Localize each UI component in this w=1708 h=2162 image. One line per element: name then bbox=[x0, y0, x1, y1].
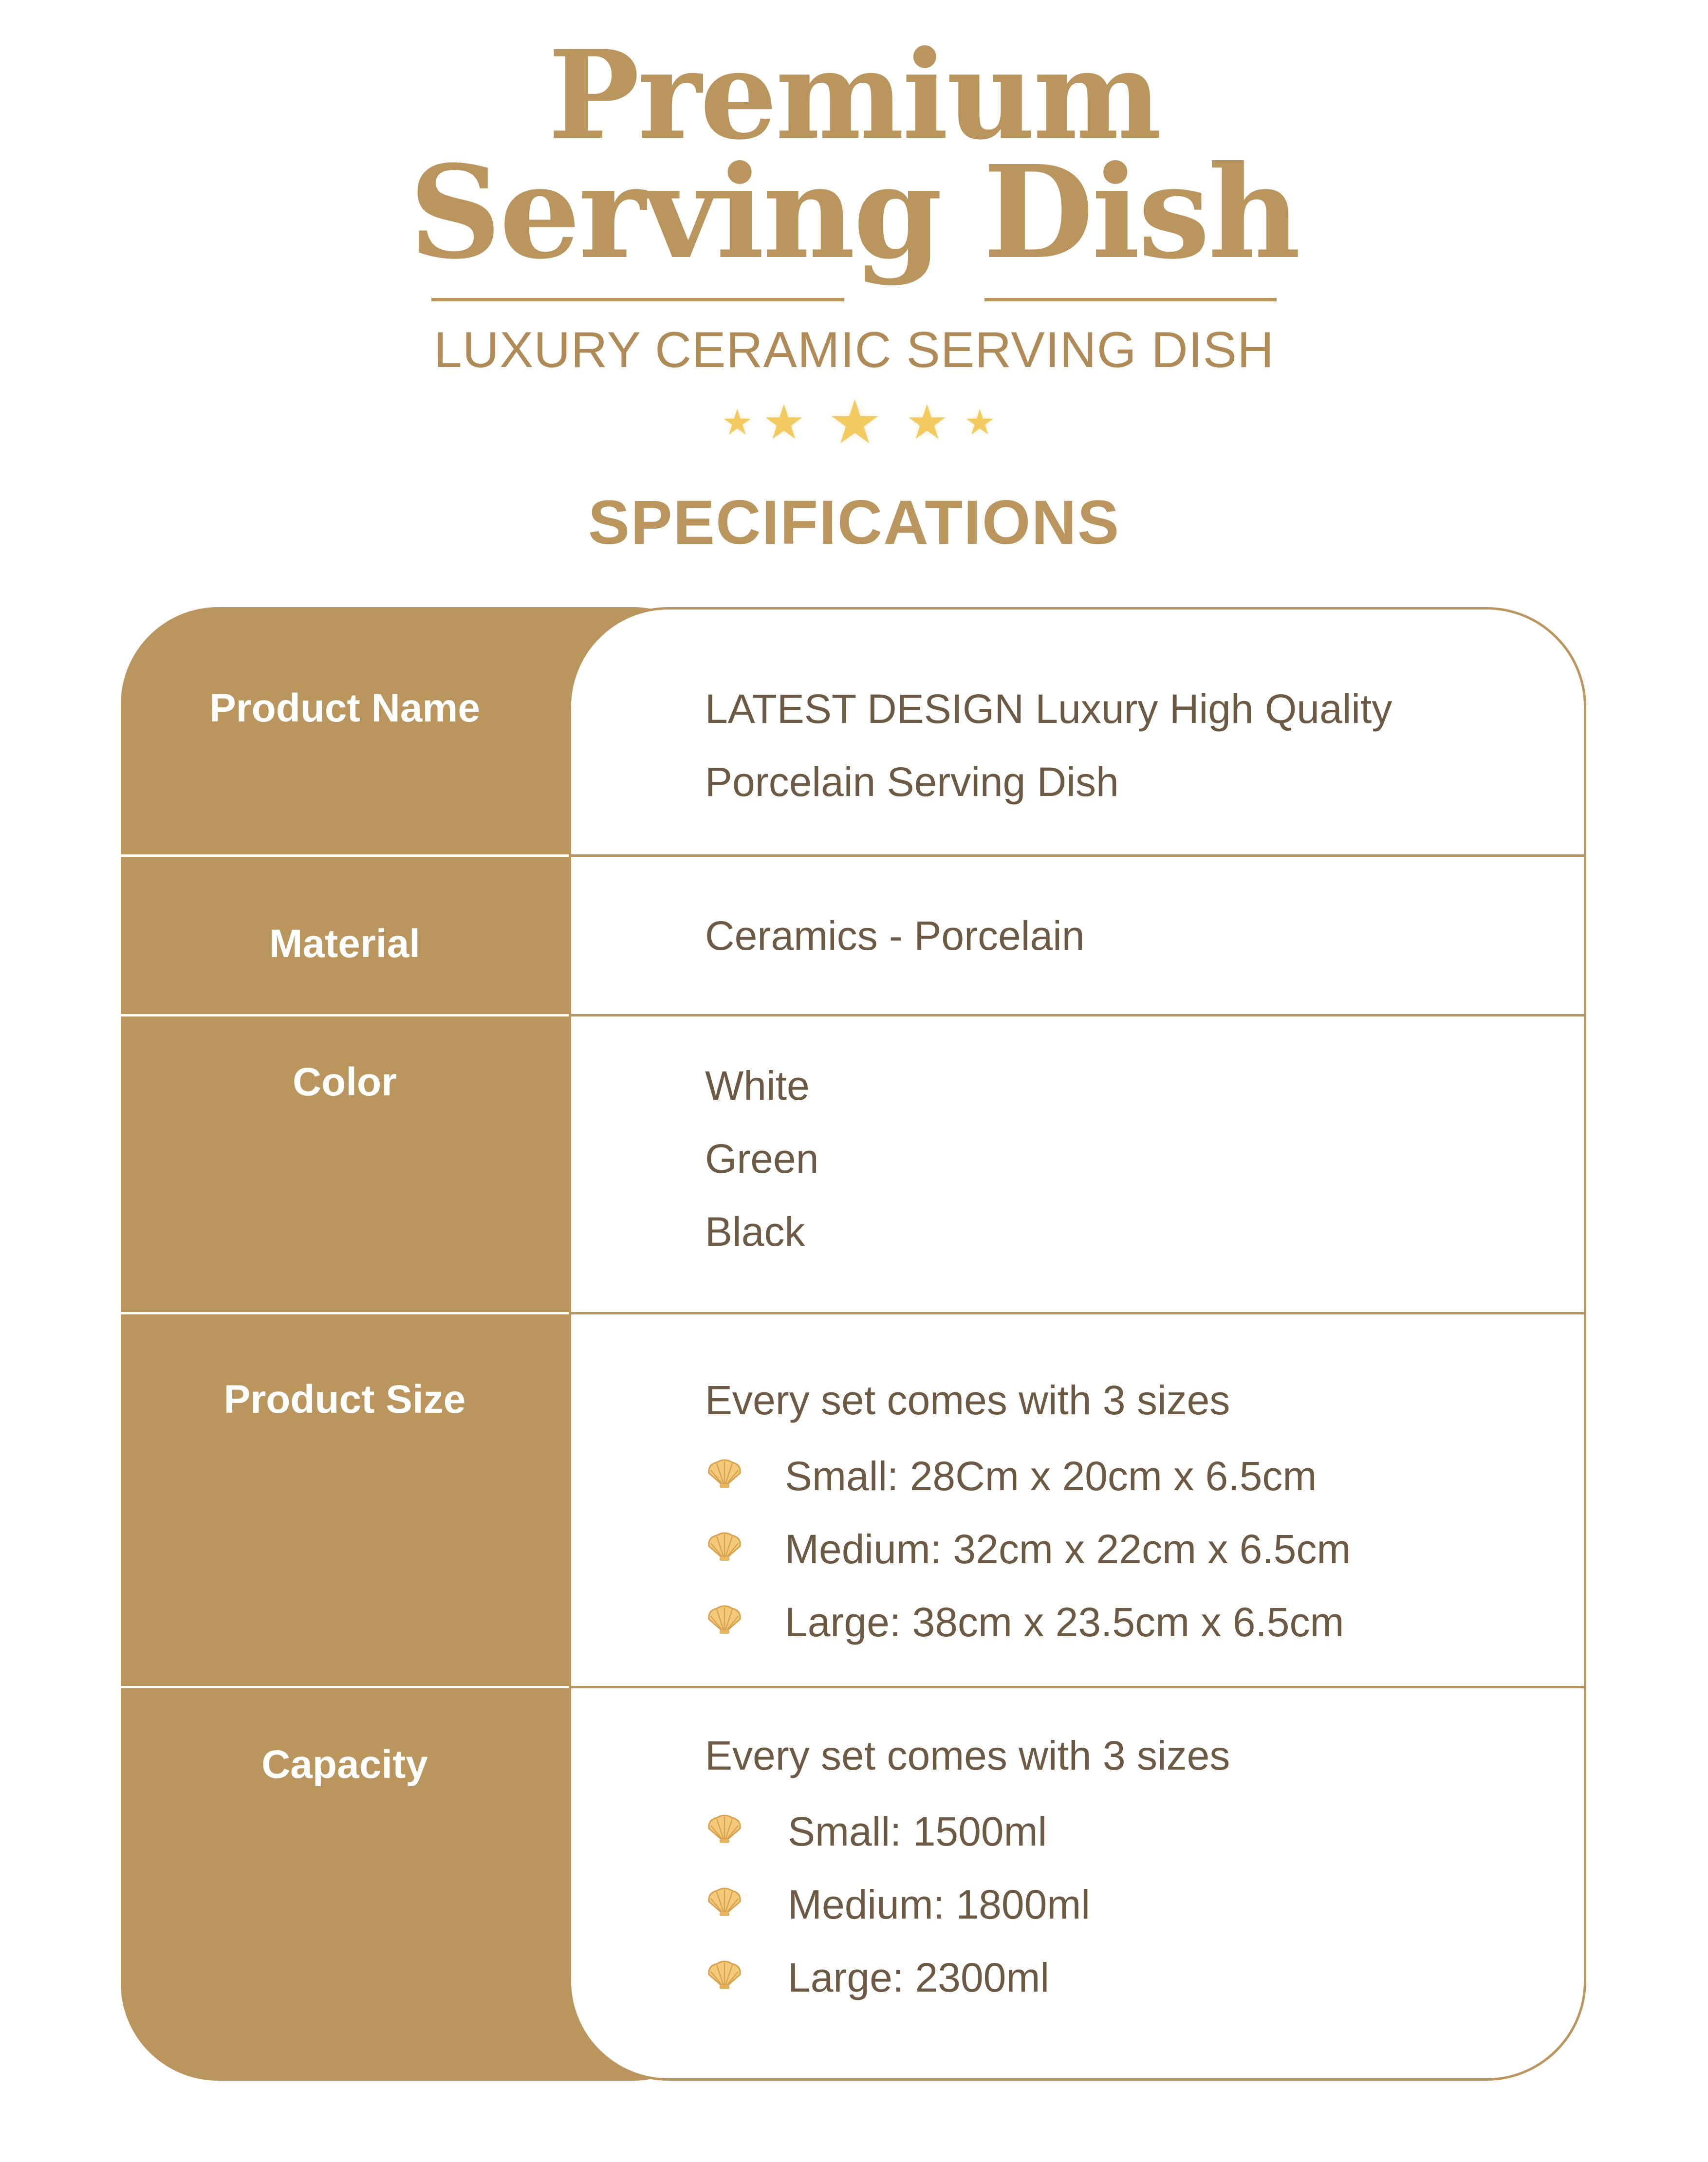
value-capacity-large: Large: 2300ml bbox=[788, 1955, 1050, 2000]
value-capacity-medium: Medium: 1800ml bbox=[788, 1882, 1090, 1927]
value-size-large: Large: 38cm x 23.5cm x 6.5cm bbox=[785, 1599, 1344, 1645]
value-capacity-small: Small: 1500ml bbox=[788, 1809, 1047, 1854]
shell-icon bbox=[706, 1887, 743, 1917]
label-color: Color bbox=[292, 1060, 397, 1104]
label-product-size: Product Size bbox=[223, 1377, 466, 1422]
row-divider bbox=[569, 1014, 1586, 1016]
star-icon: ★ bbox=[762, 395, 805, 449]
section-heading: SPECIFICATIONS bbox=[588, 488, 1120, 557]
row-divider bbox=[569, 1312, 1586, 1314]
row-divider bbox=[569, 1686, 1586, 1688]
label-divider bbox=[121, 854, 569, 857]
star-icon: ★ bbox=[828, 389, 882, 456]
title-serving-dish: Serving Dish bbox=[409, 137, 1299, 287]
subtitle: LUXURY CERAMIC SERVING DISH bbox=[433, 322, 1275, 378]
divider-left bbox=[431, 298, 844, 301]
label-material: Material bbox=[269, 922, 420, 966]
divider-right bbox=[984, 298, 1277, 301]
label-capacity: Capacity bbox=[261, 1742, 428, 1787]
value-product-name-line1: LATEST DESIGN Luxury High Quality bbox=[705, 686, 1392, 732]
shell-icon bbox=[706, 1605, 743, 1635]
shell-icon bbox=[706, 1960, 743, 1990]
value-product-name-line2: Porcelain Serving Dish bbox=[705, 759, 1119, 805]
title-premium: Premium bbox=[548, 23, 1160, 166]
shell-icon bbox=[706, 1814, 743, 1844]
value-color-green: Green bbox=[705, 1136, 819, 1182]
value-color-black: Black bbox=[705, 1209, 805, 1255]
star-icon: ★ bbox=[964, 403, 996, 442]
star-icon: ★ bbox=[906, 395, 948, 449]
label-divider bbox=[121, 1686, 569, 1688]
label-divider bbox=[121, 1312, 569, 1314]
row-divider bbox=[569, 854, 1586, 857]
shell-icon bbox=[706, 1459, 743, 1489]
value-color-white: White bbox=[705, 1063, 810, 1109]
value-material: Ceramics - Porcelain bbox=[705, 913, 1085, 959]
label-divider bbox=[121, 1014, 569, 1016]
star-icon: ★ bbox=[722, 403, 753, 442]
value-size-small: Small: 28Cm x 20cm x 6.5cm bbox=[785, 1453, 1317, 1499]
label-product-name: Product Name bbox=[209, 686, 480, 730]
value-size-intro: Every set comes with 3 sizes bbox=[705, 1377, 1230, 1423]
value-capacity-intro: Every set comes with 3 sizes bbox=[705, 1733, 1230, 1778]
shell-icon bbox=[706, 1532, 743, 1562]
table-value-column bbox=[569, 607, 1586, 2081]
value-size-medium: Medium: 32cm x 22cm x 6.5cm bbox=[785, 1526, 1351, 1572]
